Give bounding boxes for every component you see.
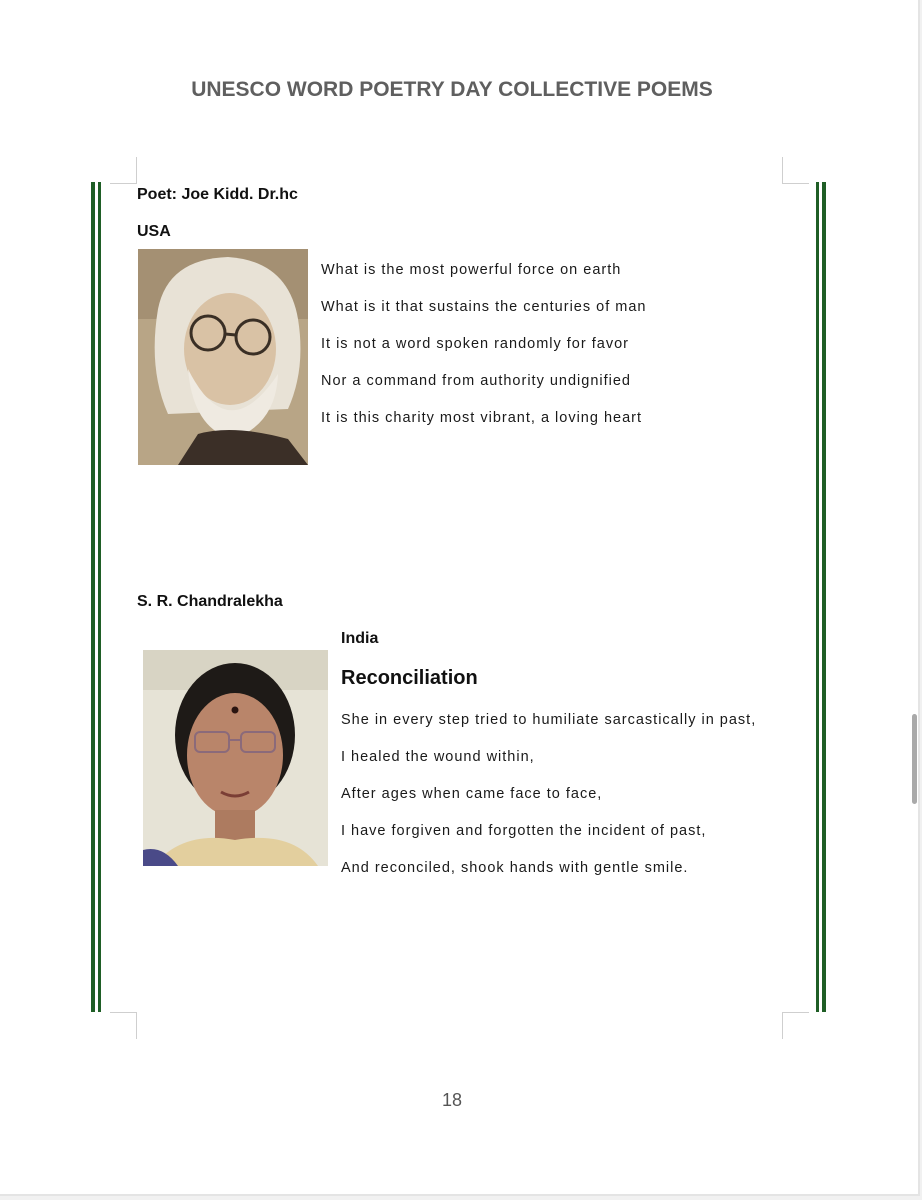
right-border-outer (822, 182, 826, 1012)
portrait-illustration (143, 650, 328, 866)
crop-mark-top-right (782, 157, 809, 184)
poet-country-india: India (341, 630, 379, 647)
page-header-title: UNESCO WORD POETRY DAY COLLECTIVE POEMS (191, 78, 713, 101)
portrait-illustration (138, 249, 308, 465)
page-number: 18 (441, 1090, 463, 1110)
poet-country-usa: USA (137, 223, 171, 240)
crop-mark-top-left (110, 157, 137, 184)
poet-name-chandralekha: S. R. Chandralekha (137, 593, 283, 610)
right-border-inner (816, 182, 819, 1012)
poem2-line-1: She in every step tried to humiliate sarcastically in past, (341, 712, 757, 728)
poem1-line-2: What is it that sustains the centuries of man (321, 299, 647, 315)
poet-photo-chandralekha (143, 650, 328, 866)
poem1-line-5: It is this charity most vibrant, a loving heart (321, 410, 642, 426)
poem1-line-3: It is not a word spoken randomly for favor (321, 336, 629, 352)
left-border-inner (98, 182, 101, 1012)
poem2-line-2: I healed the wound within, (341, 749, 535, 765)
poem2-line-5: And reconciled, shook hands with gentle smile. (341, 860, 689, 876)
poet-photo-joe-kidd (138, 249, 308, 465)
left-border-outer (91, 182, 95, 1012)
poem2-line-3: After ages when came face to face, (341, 786, 603, 802)
poem1-line-1: What is the most powerful force on earth (321, 262, 622, 278)
crop-mark-bottom-left (110, 1012, 137, 1039)
crop-mark-bottom-right (782, 1012, 809, 1039)
poem2-line-4: I have forgiven and forgotten the incident of past, (341, 823, 707, 839)
poet-name-joe-kidd: Poet: Joe Kidd. Dr.hc (137, 186, 298, 203)
poem1-line-4: Nor a command from authority undignified (321, 373, 631, 389)
poem-title-reconciliation: Reconciliation (341, 667, 478, 689)
vertical-scrollbar-thumb[interactable] (912, 714, 917, 804)
